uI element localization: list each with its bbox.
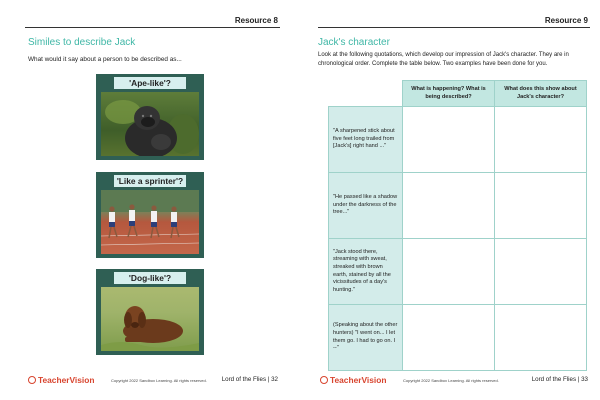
runners-illustration (101, 190, 199, 254)
dog-illustration (101, 287, 199, 351)
answer-cell[interactable] (403, 173, 495, 239)
quote-cell: "He passed like a shadow under the darkness of the tree..." (329, 173, 403, 239)
logo-icon (28, 376, 36, 384)
table-row (329, 305, 587, 371)
table-header-quote (329, 81, 403, 107)
teachervision-logo[interactable] (28, 375, 94, 385)
header-rule (318, 27, 590, 28)
resource-label: Resource 9 (544, 16, 588, 25)
logo-text: TeacherVision (330, 375, 387, 385)
prompt-text: What would it say about a person to be described as... (28, 56, 182, 63)
table-header-character: What does this show about Jack's character? (495, 81, 587, 107)
page-footer (320, 374, 588, 388)
card-label: 'Ape-like'? (114, 77, 186, 89)
table-row (329, 173, 587, 239)
runners-image (101, 190, 199, 254)
dog-image (101, 287, 199, 351)
answer-cell[interactable] (403, 239, 495, 305)
answer-cell[interactable] (403, 305, 495, 371)
teachervision-logo[interactable] (320, 375, 386, 385)
logo-text: TeacherVision (38, 375, 95, 385)
logo-icon (320, 376, 328, 384)
book-page-number: Lord of the Flies | 32 (221, 376, 278, 383)
simile-card-ape (96, 74, 204, 160)
quote-cell: (Speaking about the other hunters) "I went on... I let them go. I had to go on. I --" (329, 305, 403, 371)
answer-cell[interactable] (495, 173, 587, 239)
answer-cell[interactable] (403, 107, 495, 173)
resource-9-page (310, 0, 600, 400)
table-row (329, 107, 587, 173)
page-footer (28, 374, 278, 388)
table-header-row (329, 81, 587, 107)
book-page-number: Lord of the Flies | 33 (531, 376, 588, 383)
simile-card-sprinter (96, 172, 204, 258)
table-row (329, 239, 587, 305)
header-rule (25, 27, 280, 28)
answer-cell[interactable] (495, 239, 587, 305)
answer-cell[interactable] (495, 305, 587, 371)
copyright-text: Copyright 2022 Sandbox Learning. All rights reserved. (403, 378, 499, 383)
quote-cell: "Jack stood there, streaming with sweat, streaked with brown earth, stained by all the vicissitudes of a day's hunting." (329, 239, 403, 305)
gorilla-image (101, 92, 199, 156)
character-table (328, 80, 586, 371)
table-header-happening: What is happening? What is being described? (403, 81, 495, 107)
card-label: 'Like a sprinter'? (114, 175, 186, 187)
instructions-text: Look at the following quotations, which develop our impression of Jack's character. They are in chronological order. Complete the table below. Two examples have been done for you. (318, 52, 569, 67)
page-heading: Jack's character (318, 37, 390, 48)
copyright-text: Copyright 2022 Sandbox Learning. All rights reserved. (111, 378, 207, 383)
simile-card-dog (96, 269, 204, 355)
resource-label: Resource 8 (234, 16, 278, 25)
card-label: 'Dog-like'? (114, 272, 186, 284)
gorilla-illustration (101, 92, 199, 156)
answer-cell[interactable] (495, 107, 587, 173)
page-heading: Similes to describe Jack (28, 37, 136, 48)
quote-cell: "A sharpened stick about five feet long trailed from [Jack's] right hand ..." (329, 107, 403, 173)
resource-8-page (0, 0, 290, 400)
